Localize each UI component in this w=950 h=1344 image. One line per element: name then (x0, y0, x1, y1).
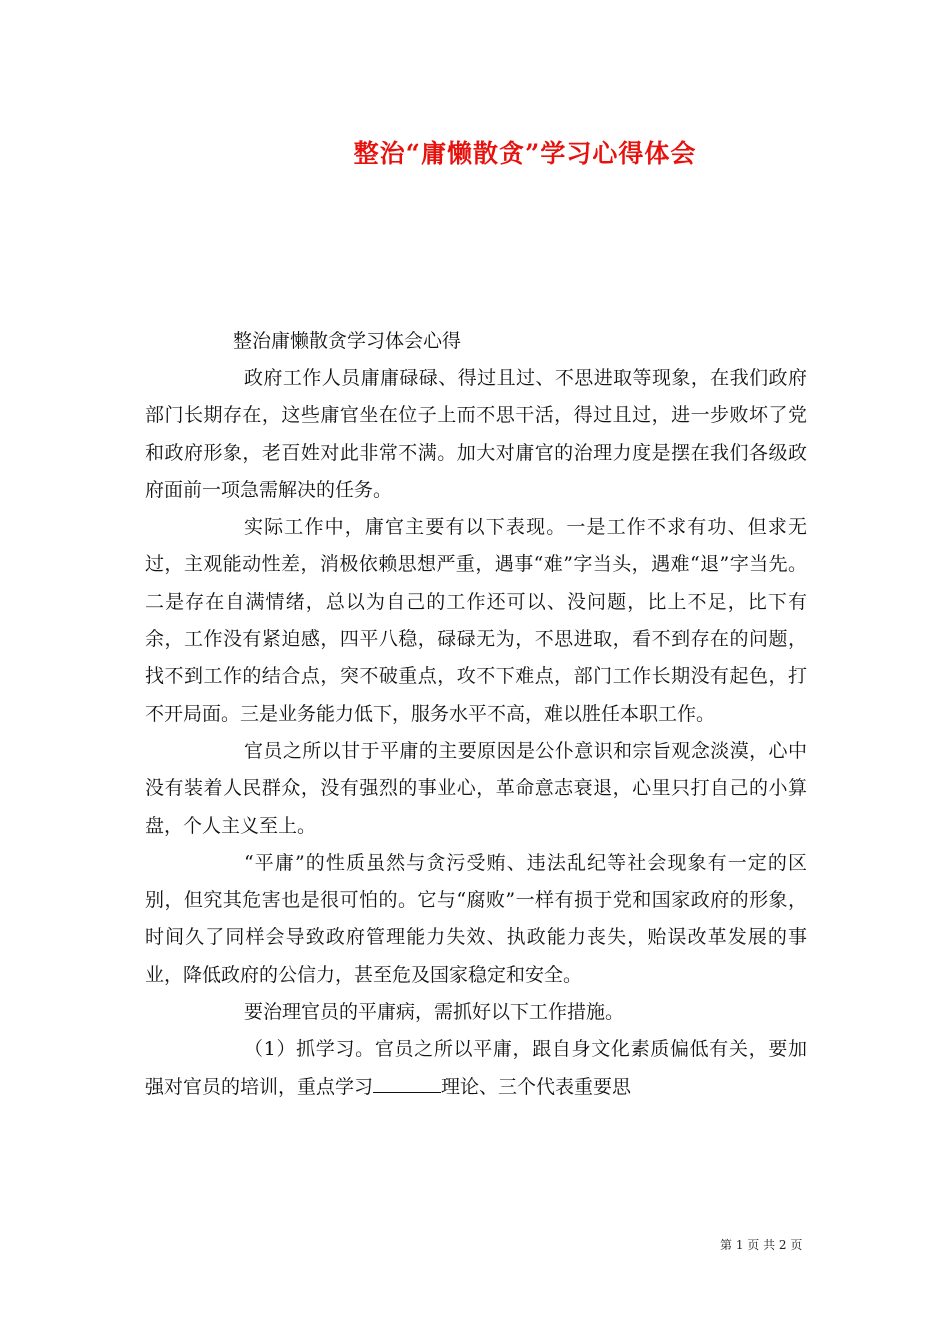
paragraph: “平庸”的性质虽然与贪污受贿、违法乱纪等社会现象有一定的区别，但究其危害也是很可怕的。它与“腐败”一样有损于党和国家政府的形象，时间久了同样会导致政府管理能力失效、执政能力丧失，贻误改革发展的事业，降低政府的公信力，甚至危及国家稳定和安全。 (145, 851, 807, 986)
paragraph-text-before-blank: （1）抓学习。官员之所以平庸，跟自身文化素质偏低有关，要加强对官员的培训，重点学习 (145, 1038, 807, 1098)
paragraph: 要治理官员的平庸病，需抓好以下工作措施。 (244, 1001, 625, 1024)
paragraph: 官员之所以甘于平庸的主要原因是公仆意识和宗旨观念淡漠，心中没有装着人民群众，没有强烈的事业心，革命意志衰退，心里只打自己的小算盘，个人主义至上。 (145, 739, 807, 837)
document-title: 整治“庸懒散贪”学习心得体会 (353, 139, 697, 168)
fill-in-blank (373, 1074, 441, 1093)
paragraph: 政府工作人员庸庸碌碌、得过且过、不思进取等现象，在我们政府部门长期存在，这些庸官坐在位子上而不思干活，得过且过，进一步败坏了党和政府形象，老百姓对此非常不满。加大对庸官的治理力度是摆在我们各级政府面前一项急需解决的任务。 (145, 367, 807, 501)
paragraph-text-after-blank: 理论、三个代表重要思 (441, 1075, 632, 1098)
page-number-footer: 第 1 页 共 2 页 (720, 1238, 803, 1252)
document-body (145, 360, 807, 1106)
document-subheading: 整治庸懒散贪学习体会心得 (233, 330, 462, 352)
paragraph: 实际工作中，庸官主要有以下表现。一是工作不求有功、但求无过，主观能动性差，消极依赖思想严重，遇事“难”字当头，遇难“退”字当先。二是存在自满情绪，总以为自己的工作还可以、没问题，比上不足，比下有余，工作没有紧迫感，四平八稳，碌碌无为，不思进取，看不到存在的问题，找不到工作的结合点，突不破重点，攻不下难点，部门工作长期没有起色，打不开局面。三是业务能力低下，服务水平不高，难以胜任本职工作。 (145, 516, 807, 725)
paragraph-last (145, 1031, 807, 1106)
